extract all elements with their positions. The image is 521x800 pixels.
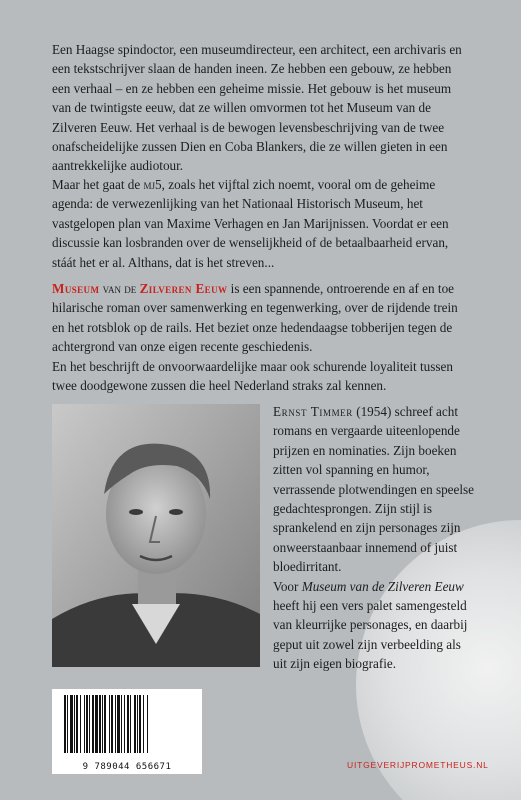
book-title-word2: Zilveren Eeuw bbox=[139, 281, 228, 296]
summary-paragraph bbox=[52, 279, 472, 395]
bio-text-2-end: heeft hij een vers palet samengesteld van kleurrijke personages, en daarbij geput uit zowel zijn verbeelding als uit zijn eigen biografie. bbox=[273, 598, 468, 672]
barcode-bar bbox=[130, 695, 131, 753]
barcode-bar bbox=[121, 695, 122, 753]
barcode-bar bbox=[143, 695, 144, 753]
intro-paragraph bbox=[52, 40, 472, 176]
summary-text: is een spannende, ontroerende en af en toe hilarische roman over samenwerking en tegenwerking, over de rijdende trein en het rotsblok op de rails. Het beziet onze hedendaagse tobberijen tegen de achtergrond van onze eigen recente geschiedenis. bbox=[52, 281, 458, 355]
barcode-bar bbox=[109, 695, 110, 753]
barcode-bar bbox=[147, 695, 148, 753]
mj5-abbreviation: mj5 bbox=[143, 177, 162, 192]
barcode-bar bbox=[89, 695, 90, 753]
intro-paragraph-2 bbox=[52, 175, 472, 272]
barcode-bar bbox=[80, 695, 81, 753]
barcode-bar bbox=[67, 695, 68, 753]
intro2-text-end: , zoals het vijftal zich noemt, vooral om de geheime agenda: de verwezenlijking van het Nationaal Historisch Museum, het vastgelopen plan van Maxime Verhagen en Jan Marijnissen. Voordat er een discussie kan losbranden over de wenselijkheid of de betaalbaarheid ervan, stáát het er al. Althans, dat is het streven... bbox=[52, 177, 449, 270]
book-title-word1: Museum bbox=[52, 281, 100, 296]
author-name: Ernst Timmer bbox=[273, 404, 353, 419]
barcode-bar bbox=[76, 695, 78, 753]
bio-text-2-start: Voor bbox=[273, 578, 302, 594]
author-bio bbox=[273, 402, 478, 674]
barcode-bar bbox=[104, 695, 106, 753]
barcode-bar bbox=[95, 695, 98, 753]
barcode-bar bbox=[134, 695, 136, 753]
barcode-bar bbox=[127, 695, 129, 753]
barcode-bar bbox=[86, 695, 88, 753]
barcode-bar bbox=[64, 695, 66, 753]
intro2-text-start: Maar het gaat de bbox=[52, 177, 144, 192]
bio-book-title: Museum van de Zilveren Eeuw bbox=[301, 578, 464, 594]
book-title-mid: van de bbox=[99, 281, 140, 296]
bio-text: schreef acht romans en vergaarde uiteenlopende prijzen en nominaties. Zijn boeken zitten vol spanning en humor, verrassende plotwendingen en speelse gedachtesprongen. Zijn stijl is sprankelend en zijn personages zijn onweerstaanbaar innemend of juist bloedirritant. bbox=[273, 404, 475, 575]
barcode-digits: 9 789044 656671 bbox=[82, 762, 172, 772]
barcode-bar bbox=[92, 695, 94, 753]
author-portrait-illustration bbox=[52, 404, 260, 667]
barcode-bar bbox=[102, 695, 103, 753]
barcode-bar bbox=[70, 695, 73, 753]
publisher-url: UITGEVERIJPROMETHEUS.NL bbox=[347, 760, 489, 770]
barcode-bar bbox=[139, 695, 141, 753]
summary-text-2: En het beschrijft de onvoorwaardelijke maar ook schurende loyaliteit tussen twee doodgewone zussen die heel Nederland straks zal kennen. bbox=[52, 358, 453, 394]
barcode-bars bbox=[52, 689, 202, 759]
author-photo bbox=[52, 404, 260, 667]
intro-text: Een Haagse spindoctor, een museumdirecteur, een architect, een archivaris en een tekstschrijver slaan de handen ineen. Ze hebben een gebouw, ze hebben een verhaal – en ze hebben een geheime missie. Het gebouw is het museum van de twintigste eeuw, dat ze willen omvormen tot het Museum van de Zilveren Eeuw. Het verhaal is de bewogen levensbeschrijving van de twee onafscheidelijke zussen Dien en Coba Blankers, die ze willen gieten in een aantrekkelijke audiotour. bbox=[52, 42, 462, 174]
isbn-barcode bbox=[52, 689, 202, 774]
barcode-bar bbox=[117, 695, 120, 753]
barcode-bar bbox=[84, 695, 85, 753]
barcode-bar bbox=[99, 695, 101, 753]
barcode-bar bbox=[115, 695, 116, 753]
barcode-bar bbox=[74, 695, 75, 753]
author-birth-year: (1954) bbox=[352, 404, 392, 419]
barcode-bar bbox=[124, 695, 125, 753]
barcode-bar bbox=[137, 695, 138, 753]
barcode-bar bbox=[111, 695, 113, 753]
